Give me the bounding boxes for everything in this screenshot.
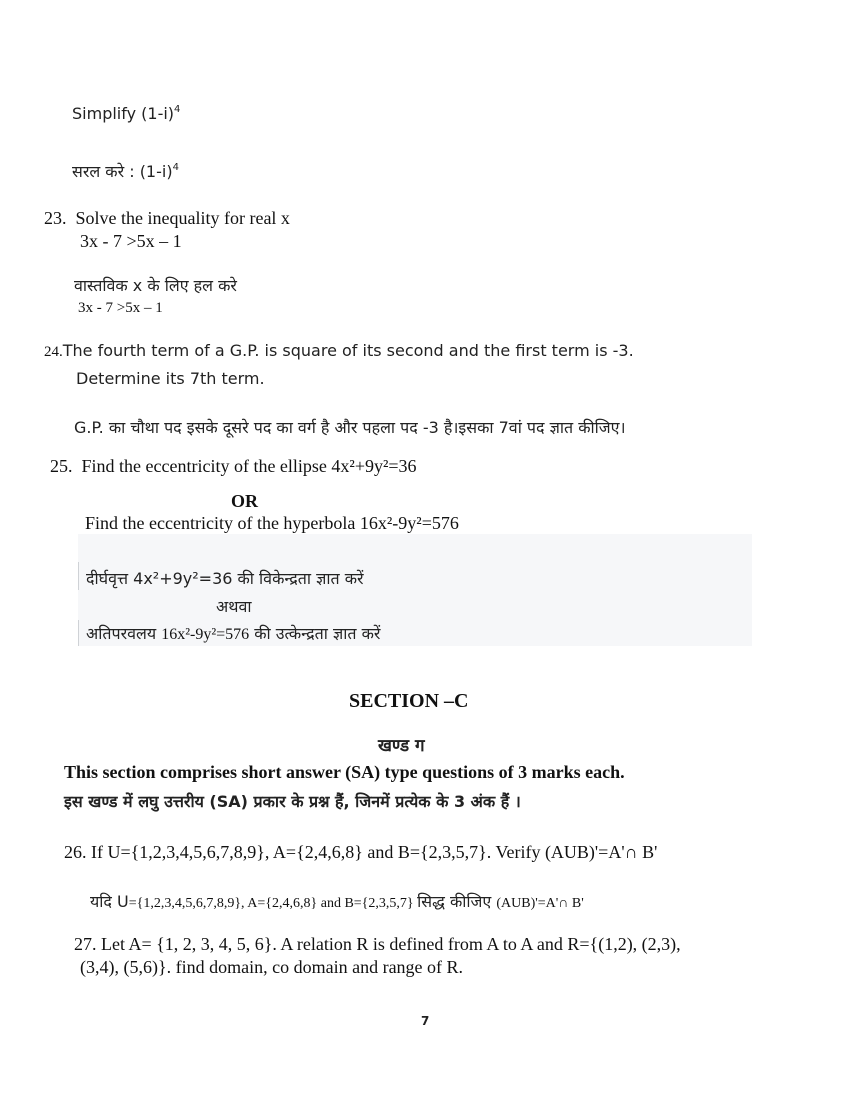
page-number: 7 [421,1014,430,1028]
q23-english-expression: 3x - 7 >5x – 1 [80,231,182,251]
q23-number: 23. [44,208,67,228]
q22-hindi-exponent: 4 [172,162,179,173]
q23-hindi-text: वास्तविक x के लिए हल करे [74,276,237,295]
q25-english-text: Find the eccentricity of the ellipse 4x²+9y²=36 [81,456,417,476]
q25-number: 25. [50,456,73,476]
section-hindi-title: खण्ड ग [378,736,425,756]
section-description-hindi: इस खण्ड में लघु उत्तरीय (SA) प्रकार के प्रश्न हैं, जिनमें प्रत्येक के 3 अंक हैं । [64,792,521,811]
q23-hindi-expression: 3x - 7 >5x – 1 [78,300,163,316]
q26-hindi [90,890,584,912]
q22-hindi-text: सरल करे : (1-i) [72,162,173,181]
q25-or: OR [231,491,258,511]
q24-line1-text: The fourth term of a G.P. is square of its second and the first term is -3. [62,341,634,360]
section-description-english: This section comprises short answer (SA) type questions of 3 marks each. [64,762,625,782]
q26-hindi-d: (AUB)'=A'∩ B' [496,896,584,911]
q25-hindi-alt-a: अतिपरवलय [86,624,162,643]
q25-hindi-alt [86,622,380,644]
q27-line2: (3,4), (5,6)}. find domain, co domain and range of R. [80,957,464,977]
q22-hindi [72,160,179,182]
q25-english-alt: Find the eccentricity of the hyperbola 16x²-9y²=576 [85,513,459,533]
q25-hindi-text: दीर्घवृत्त 4x²+9y²=36 की विकेन्द्रता ज्ञात करें [86,569,364,588]
q24-number: 24. [44,344,63,360]
q25-hindi-margin-line-1 [78,562,79,590]
q25-hindi-alt-b: की उत्केन्द्रता ज्ञात करें [249,624,381,643]
q24-english-line1 [44,341,634,361]
q25-hindi-or: अथवा [216,597,252,616]
q22-english-exponent: 4 [174,104,181,115]
q22-english-text: Simplify (1-i) [72,104,175,123]
q24-english-line2: Determine its 7th term. [76,369,265,388]
q26-hindi-a: यदि U [90,892,129,911]
q26-hindi-c: सिद्ध कीजिए [417,892,497,911]
q27-line1: 27. Let A= {1, 2, 3, 4, 5, 6}. A relation R is defined from A to A and R={(1,2), (2,3), [74,934,681,954]
q22-english [72,104,180,123]
q23-english [44,208,290,229]
section-title: SECTION –C [349,690,469,712]
q26-english: 26. If U={1,2,3,4,5,6,7,8,9}, A={2,4,6,8} and B={2,3,5,7}. Verify (AUB)'=A'∩ B' [64,842,658,862]
q24-hindi-text: G.P. का चौथा पद इसके दूसरे पद का वर्ग है और पहला पद -3 है।इसका 7वां पद ज्ञात कीजिए। [74,418,626,437]
q25-hindi-alt-expression: 16x²-9y²=576 [161,626,250,643]
q25-english [50,456,417,477]
q23-english-text: Solve the inequality for real x [75,208,290,228]
q25-hindi-margin-line-2 [78,620,79,646]
q26-hindi-b: ={1,2,3,4,5,6,7,8,9}, A={2,4,6,8} and B={2,3,5,7} [128,896,418,911]
